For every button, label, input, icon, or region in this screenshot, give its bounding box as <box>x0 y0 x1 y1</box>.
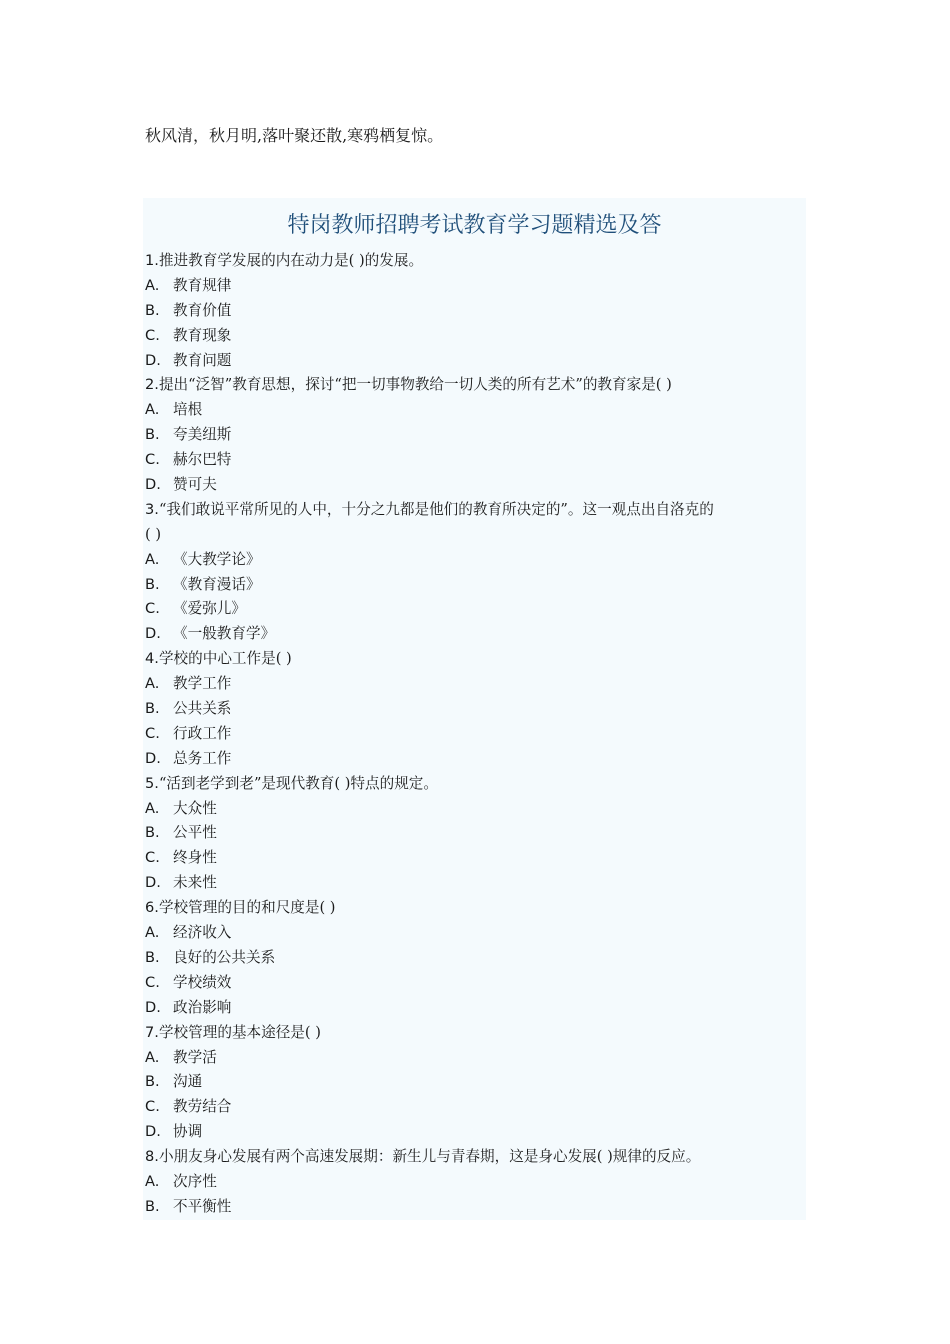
option-1b <box>145 299 806 324</box>
question-5 <box>145 772 806 797</box>
question-text: 小朋友身心发展有两个高速发展期：新生儿与青春期，这是身心发展( )规律的反应。 <box>158 1148 701 1166</box>
option-2b <box>145 423 806 448</box>
option-1d <box>145 349 806 374</box>
option-5d <box>145 871 806 896</box>
option-text: 教育问题 <box>173 351 232 369</box>
option-6d <box>145 996 806 1021</box>
question-text: ( ) <box>145 525 162 543</box>
option-3a <box>145 548 806 573</box>
option-letter: A. <box>145 401 160 419</box>
option-text: 公平性 <box>173 824 217 842</box>
option-text: 《一般教育学》 <box>173 625 276 643</box>
question-text: 提出“泛智”教育思想，探讨“把一切事物教给一切人类的所有艺术”的教育家是( ) <box>158 376 672 394</box>
option-letter: D. <box>145 476 161 494</box>
question-text: 学校的中心工作是( ) <box>158 650 292 668</box>
option-7a <box>145 1046 806 1071</box>
option-text: 教学活 <box>173 1048 217 1066</box>
option-letter: C. <box>145 1098 160 1116</box>
question-list <box>145 249 806 1220</box>
option-letter: C. <box>145 326 160 344</box>
option-letter: D. <box>145 749 161 767</box>
option-7b <box>145 1070 806 1095</box>
question-number: 5. <box>145 774 159 792</box>
option-text: 行政工作 <box>173 724 232 742</box>
question-8 <box>145 1145 806 1170</box>
option-text: 学校绩效 <box>173 973 232 991</box>
option-3c <box>145 597 806 622</box>
option-text: 良好的公共关系 <box>173 948 276 966</box>
option-text: 大众性 <box>173 799 217 817</box>
option-text: 总务工作 <box>173 749 232 767</box>
option-3b <box>145 573 806 598</box>
option-4c <box>145 722 806 747</box>
option-text: 教劳结合 <box>173 1098 232 1116</box>
question-text: “我们敢说平常所见的人中，十分之九都是他们的教育所决定的”。这一观点出自洛克的 <box>158 500 714 518</box>
option-4d <box>145 747 806 772</box>
option-text: 培根 <box>173 401 203 419</box>
question-4 <box>145 647 806 672</box>
option-letter: B. <box>145 301 160 319</box>
question-text: 推进教育学发展的内在动力是( )的发展。 <box>158 252 424 269</box>
question-6 <box>145 896 806 921</box>
option-letter: B. <box>145 700 160 718</box>
option-letter: C. <box>145 600 160 618</box>
option-text: 未来性 <box>173 874 217 892</box>
option-letter: B. <box>145 575 160 593</box>
option-8a <box>145 1170 806 1195</box>
option-letter: D. <box>145 625 161 643</box>
option-text: 《大教学论》 <box>173 550 261 568</box>
option-letter: A. <box>145 276 160 294</box>
question-number: 4. <box>145 650 159 668</box>
option-text: 经济收入 <box>173 924 232 942</box>
option-letter: C. <box>145 724 160 742</box>
option-4b <box>145 697 806 722</box>
question-3-continuation <box>145 523 806 548</box>
question-text: 学校管理的基本途径是( ) <box>158 1023 321 1041</box>
question-1 <box>145 249 806 274</box>
option-7c <box>145 1095 806 1120</box>
option-letter: B. <box>145 1073 160 1091</box>
question-text: “活到老学到老”是现代教育( )特点的规定。 <box>158 774 438 792</box>
option-5a <box>145 797 806 822</box>
question-text: 学校管理的目的和尺度是( ) <box>158 899 336 917</box>
option-2d <box>145 473 806 498</box>
option-letter: B. <box>145 1197 160 1215</box>
option-6c <box>145 971 806 996</box>
option-letter: C. <box>145 451 160 469</box>
option-letter: D. <box>145 998 161 1016</box>
option-letter: A. <box>145 1048 160 1066</box>
option-text: 沟通 <box>173 1073 203 1091</box>
option-letter: B. <box>145 824 160 842</box>
option-letter: B. <box>145 426 160 444</box>
option-5c <box>145 846 806 871</box>
question-3 <box>145 498 806 523</box>
option-text: 协调 <box>173 1123 203 1141</box>
option-2a <box>145 398 806 423</box>
option-letter: A. <box>145 550 160 568</box>
option-letter: D. <box>145 351 161 369</box>
option-letter: D. <box>145 1123 161 1141</box>
option-text: 《爱弥儿》 <box>173 600 246 618</box>
question-number: 8. <box>145 1148 159 1166</box>
question-number: 1. <box>145 252 159 269</box>
option-text: 赫尔巴特 <box>173 451 232 469</box>
option-letter: A. <box>145 1172 160 1190</box>
option-text: 终身性 <box>173 849 217 867</box>
option-4a <box>145 672 806 697</box>
option-6b <box>145 946 806 971</box>
option-text: 赞可夫 <box>173 476 217 494</box>
option-7d <box>145 1120 806 1145</box>
option-5b <box>145 821 806 846</box>
option-text: 教学工作 <box>173 675 232 693</box>
option-letter: B. <box>145 948 160 966</box>
option-text: 教育现象 <box>173 326 232 344</box>
option-letter: C. <box>145 973 160 991</box>
question-7 <box>145 1021 806 1046</box>
epigraph-poem: 秋风清，秋月明,落叶聚还散,寒鸦栖复惊。 <box>145 126 444 145</box>
option-letter: D. <box>145 874 161 892</box>
option-text: 夸美纽斯 <box>173 426 232 444</box>
option-text: 公共关系 <box>173 700 232 718</box>
document-title: 特岗教师招聘考试教育学习题精选及答 <box>287 213 662 238</box>
option-letter: A. <box>145 799 160 817</box>
question-number: 3. <box>145 500 159 518</box>
option-6a <box>145 921 806 946</box>
option-text: 次序性 <box>173 1172 217 1190</box>
option-text: 政治影响 <box>173 998 232 1016</box>
question-number: 2. <box>145 376 159 394</box>
quiz-panel <box>143 198 806 1220</box>
option-2c <box>145 448 806 473</box>
option-text: 《教育漫话》 <box>173 575 261 593</box>
option-text: 教育规律 <box>173 276 232 294</box>
option-text: 不平衡性 <box>173 1197 232 1215</box>
question-number: 7. <box>145 1023 159 1041</box>
question-number: 6. <box>145 899 159 917</box>
option-1c <box>145 324 806 349</box>
question-2 <box>145 373 806 398</box>
option-1a <box>145 274 806 299</box>
option-8b <box>145 1195 806 1220</box>
option-3d <box>145 622 806 647</box>
option-letter: C. <box>145 849 160 867</box>
option-letter: A. <box>145 924 160 942</box>
option-letter: A. <box>145 675 160 693</box>
option-text: 教育价值 <box>173 301 232 319</box>
